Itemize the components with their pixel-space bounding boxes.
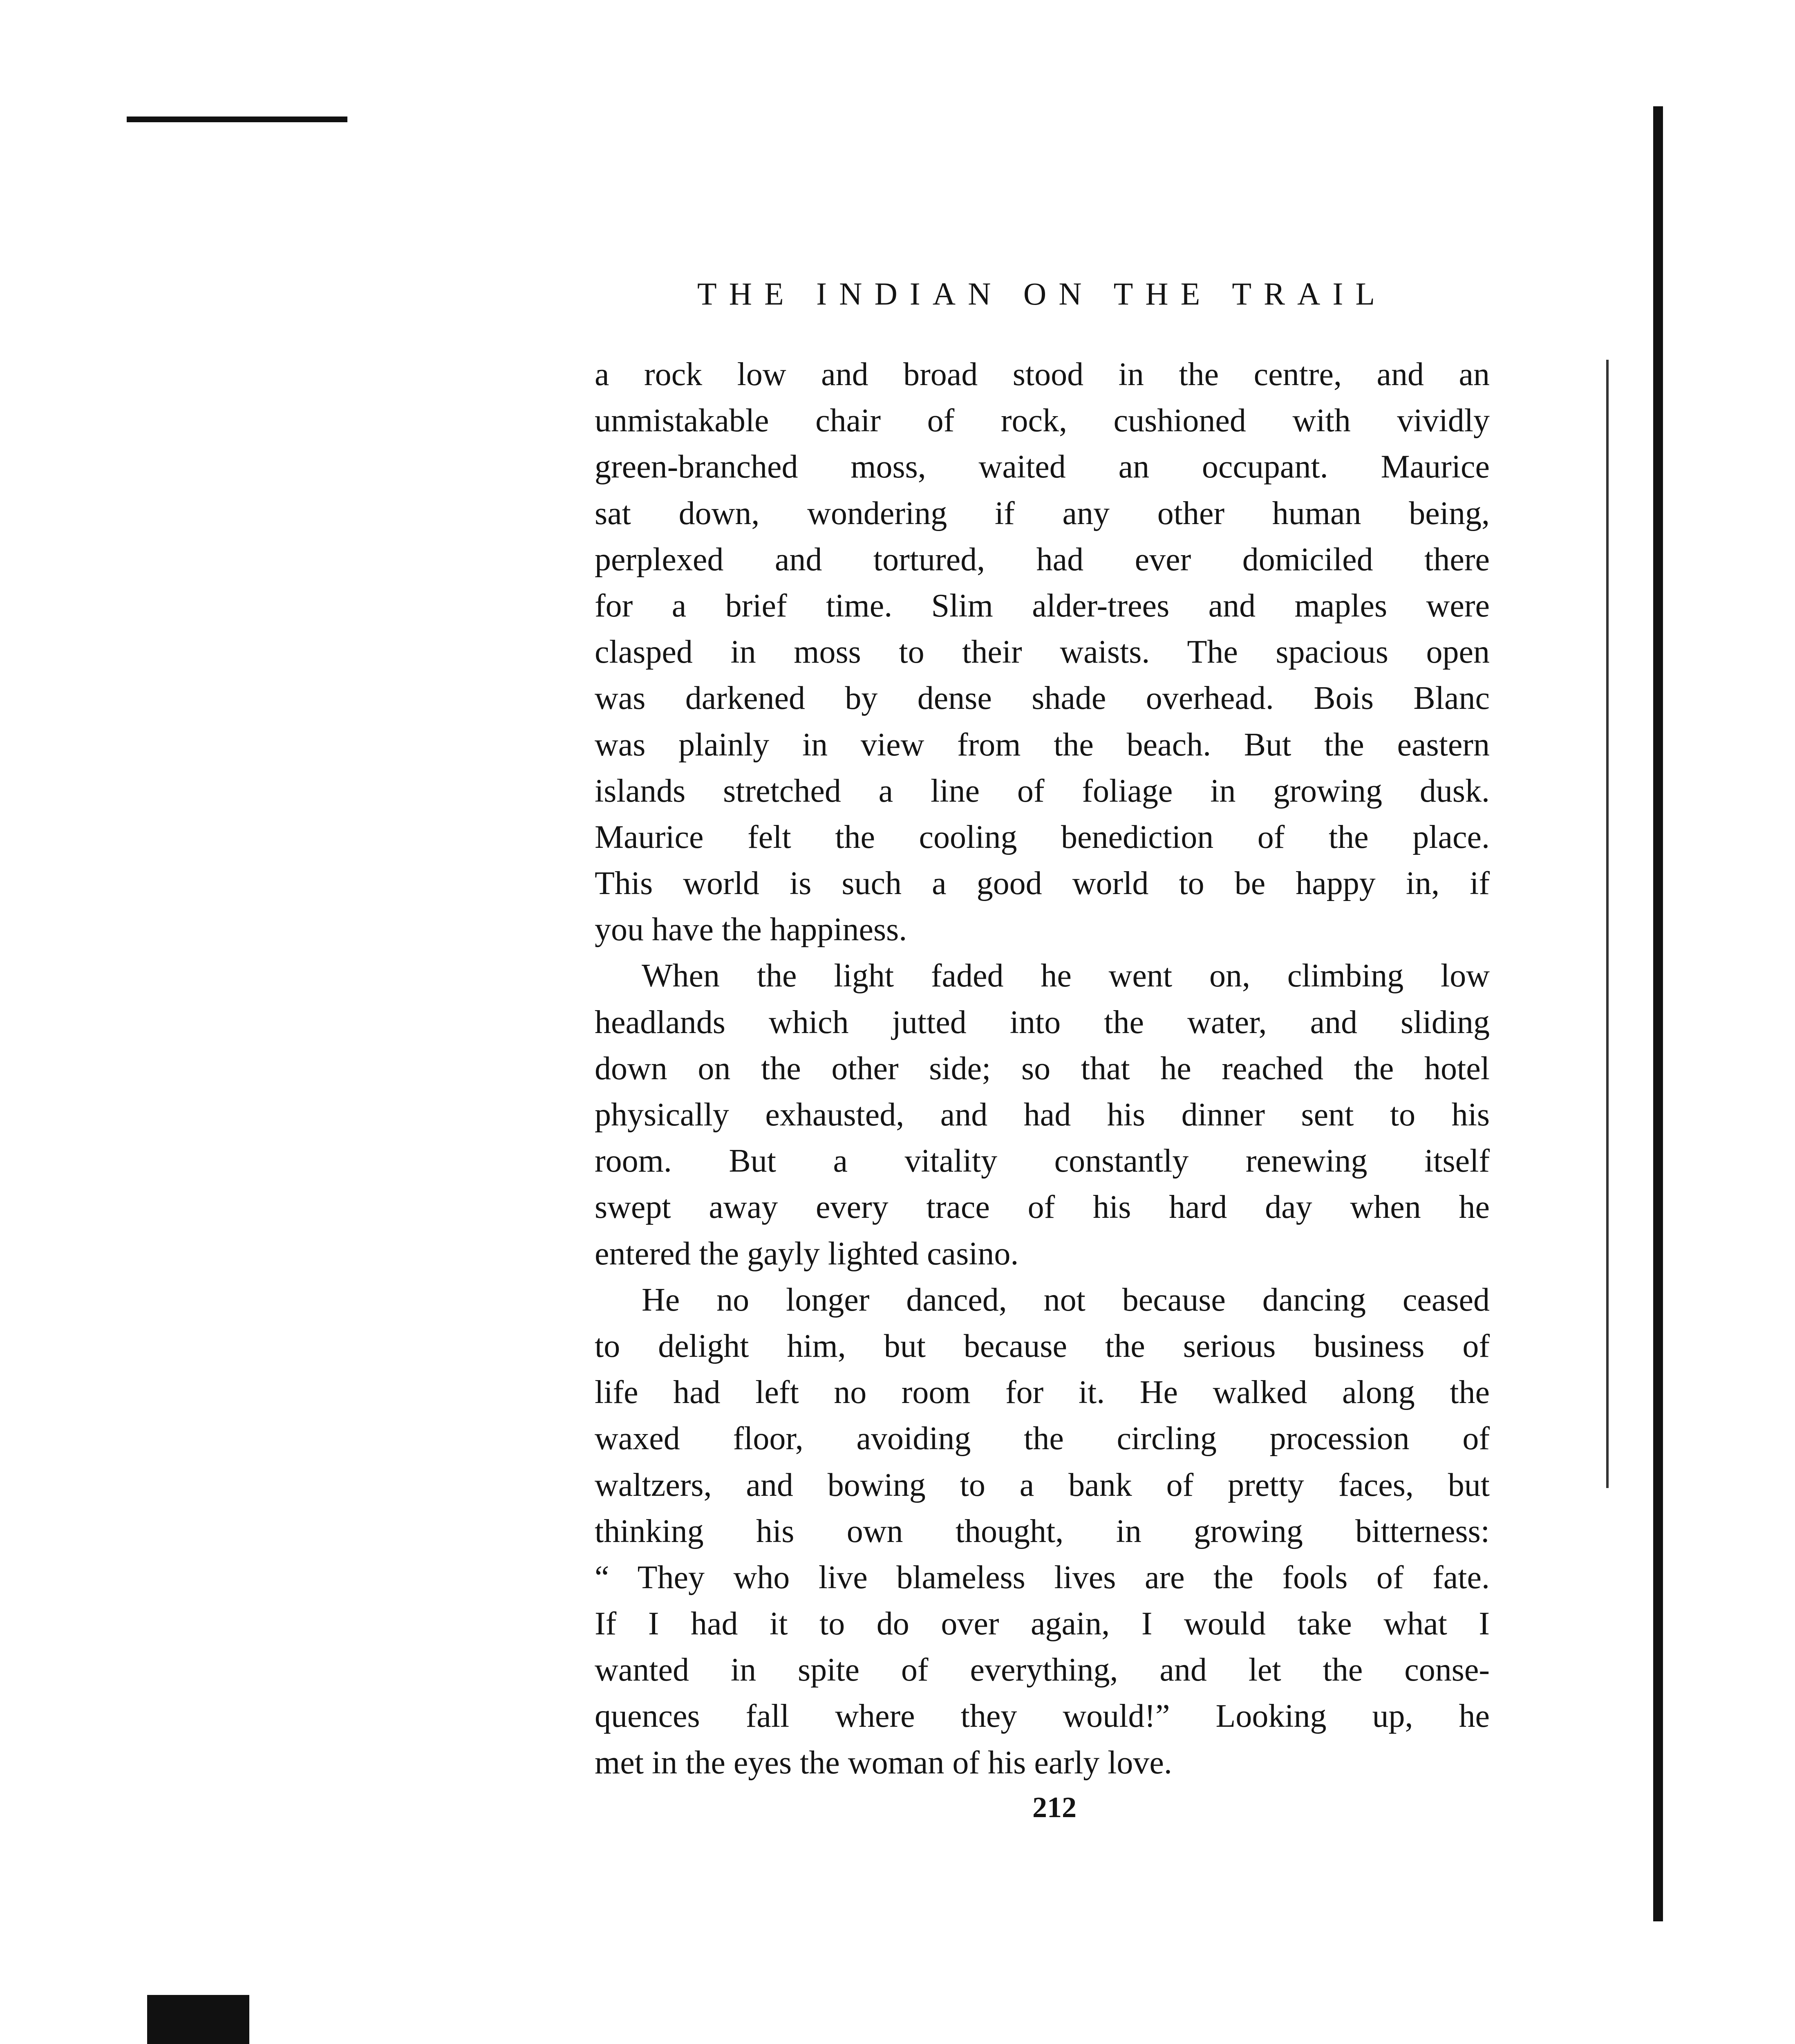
text-line: This world is such a good world to be happy in, if xyxy=(595,865,1490,902)
running-head: THE INDIAN ON THE TRAIL xyxy=(697,276,1387,312)
scan-mark-top-left xyxy=(127,117,347,122)
body-text xyxy=(595,352,1490,1786)
text-line: room. But a vitality constantly renewing itself xyxy=(595,1143,1490,1179)
text-line: wanted in spite of everything, and let the conse- xyxy=(595,1652,1490,1688)
scan-mark-right-rule xyxy=(1606,360,1609,1488)
text-line: to delight him, but because the serious business of xyxy=(595,1328,1490,1364)
scan-mark-right-edge xyxy=(1653,106,1663,1921)
text-line: life had left no room for it. He walked along the xyxy=(595,1374,1490,1411)
text-line: “ They who live blameless lives are the fools of fate. xyxy=(595,1559,1490,1596)
text-line: entered the gayly lighted casino. xyxy=(595,1235,1019,1272)
text-line: swept away every trace of his hard day when he xyxy=(595,1189,1490,1226)
text-line: a rock low and broad stood in the centre, and an xyxy=(595,356,1490,392)
text-line: was plainly in view from the beach. But the eastern xyxy=(595,726,1490,763)
text-line: for a brief time. Slim alder-trees and maples were xyxy=(595,587,1490,624)
paragraph xyxy=(595,1277,1490,1786)
text-line: If I had it to do over again, I would take what I xyxy=(595,1606,1490,1642)
text-line: perplexed and tortured, had ever domiciled there xyxy=(595,541,1490,578)
text-line: green-branched moss, waited an occupant. Maurice xyxy=(595,449,1490,485)
text-line: sat down, wondering if any other human being, xyxy=(595,495,1490,531)
text-line: islands stretched a line of foliage in growing dusk. xyxy=(595,773,1490,809)
text-line: quences fall where they would!” Looking up, he xyxy=(595,1698,1490,1735)
text-line: waltzers, and bowing to a bank of pretty faces, but xyxy=(595,1467,1490,1503)
text-line: headlands which jutted into the water, and sliding xyxy=(595,1004,1490,1040)
text-line: Maurice felt the cooling benediction of the place. xyxy=(595,819,1490,855)
text-line: you have the happiness. xyxy=(595,912,907,948)
text-line: When the light faded he went on, climbing low xyxy=(642,958,1490,994)
page-number: 212 xyxy=(1032,1791,1077,1824)
scan-mark-bottom-left xyxy=(147,1995,249,2044)
text-line: unmistakable chair of rock, cushioned with vividly xyxy=(595,403,1490,439)
text-line: met in the eyes the woman of his early love. xyxy=(595,1744,1172,1781)
paragraph xyxy=(595,953,1490,1277)
text-line: clasped in moss to their waists. The spacious open xyxy=(595,634,1490,670)
text-line: waxed floor, avoiding the circling procession of xyxy=(595,1421,1490,1457)
text-line: He no longer danced, not because dancing ceased xyxy=(642,1282,1490,1318)
paragraph xyxy=(595,352,1490,953)
text-line: was darkened by dense shade overhead. Bois Blanc xyxy=(595,680,1490,717)
text-line: physically exhausted, and had his dinner sent to his xyxy=(595,1097,1490,1133)
text-line: thinking his own thought, in growing bitterness: xyxy=(595,1513,1490,1549)
text-line: down on the other side; so that he reached the hotel xyxy=(595,1050,1490,1087)
